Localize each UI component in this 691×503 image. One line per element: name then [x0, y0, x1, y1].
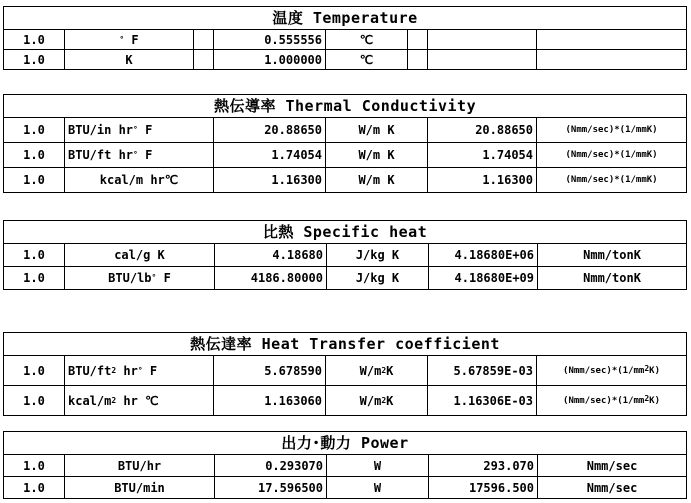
value-cell: 5.678590 — [214, 356, 326, 386]
si-unit-cell: W/m K — [326, 143, 428, 168]
unit-cell: K — [65, 50, 194, 70]
mm-unit-cell: (Nmm/sec)*(1/mmK) — [537, 118, 687, 143]
si-unit-cell: W — [327, 455, 429, 477]
factor-cell: 1.0 — [4, 168, 65, 193]
value-cell: 4.18680 — [215, 244, 327, 267]
unit-cell — [65, 118, 214, 143]
unit-cell — [65, 143, 214, 168]
table-row — [4, 118, 687, 143]
mm-value-cell: 4.18680E+06 — [429, 244, 538, 267]
factor-cell: 1.0 — [4, 267, 65, 290]
superscript: 2 — [644, 363, 650, 373]
thermal-conductivity-table — [3, 94, 687, 193]
si-unit-cell: W — [327, 477, 429, 499]
superscript: 2 — [381, 395, 387, 405]
mm-value-cell: 5.67859E-03 — [428, 356, 537, 386]
mm-value-cell: 1.16306E-03 — [428, 386, 537, 416]
unit-label: BTU/ft — [68, 363, 112, 378]
factor-cell: 1.0 — [4, 356, 65, 386]
empty-cell — [428, 50, 537, 70]
value-cell: 17.596500 — [215, 477, 327, 499]
mm-unit-cell: (Nmm/sec)*(1/mmK) — [537, 168, 687, 193]
table-row — [4, 168, 687, 193]
unit-cell — [65, 356, 214, 386]
unit-cell — [65, 267, 215, 290]
mm-unit-cell: Nmm/tonK — [538, 267, 687, 290]
degree-mark: ° — [133, 125, 138, 134]
mm-value-cell: 293.070 — [429, 455, 538, 477]
unit-label: hr — [116, 363, 138, 378]
unit-label: K — [386, 393, 394, 408]
unit-label: F — [131, 32, 139, 47]
temperature-table — [3, 6, 687, 70]
unit-label: W/m — [359, 393, 382, 408]
value-cell: 0.293070 — [215, 455, 327, 477]
target-unit-cell: ℃ — [326, 50, 408, 70]
spacer-cell — [408, 50, 428, 70]
power-title: 出力･動力 Power — [4, 432, 687, 455]
unit-label: K) — [649, 365, 660, 376]
target-unit-cell: ℃ — [326, 30, 408, 50]
unit-label: K — [386, 363, 394, 378]
mm-unit-cell: Nmm/sec — [538, 455, 687, 477]
unit-cell — [65, 386, 214, 416]
mm-value-cell: 4.18680E+09 — [429, 267, 538, 290]
table-row — [4, 386, 687, 416]
si-unit-cell — [326, 386, 428, 416]
unit-label: (Nmm/sec)*(1/mm — [563, 395, 645, 406]
specific-heat-table — [3, 220, 687, 290]
unit-cell — [65, 30, 194, 50]
table-row — [4, 356, 687, 386]
unit-label: F — [163, 271, 171, 285]
value-cell: 0.555556 — [214, 30, 326, 50]
value-cell: 1.74054 — [214, 143, 326, 168]
superscript: 2 — [111, 395, 117, 405]
value-cell: 1.000000 — [214, 50, 326, 70]
si-unit-cell: J/kg K — [327, 267, 429, 290]
table-row — [4, 30, 687, 50]
unit-cell: kcal/m hr℃ — [65, 168, 214, 193]
factor-cell: 1.0 — [4, 386, 65, 416]
degree-mark: ° — [119, 34, 125, 44]
unit-label: (Nmm/sec)*(1/mm — [563, 365, 645, 376]
unit-cell: BTU/min — [65, 477, 215, 499]
unit-label: BTU/ft hr — [68, 148, 134, 162]
si-unit-cell: W/m K — [326, 168, 428, 193]
table-row — [4, 50, 687, 70]
spacer-cell — [408, 30, 428, 50]
unit-label: W/m — [359, 363, 382, 378]
heat-transfer-table — [3, 332, 687, 416]
unit-label: K) — [649, 395, 660, 406]
heat-transfer-title: 熱伝達率 Heat Transfer coefficient — [4, 333, 687, 356]
mm-value-cell: 1.74054 — [428, 143, 537, 168]
factor-cell: 1.0 — [4, 118, 65, 143]
degree-mark: ° — [151, 273, 157, 282]
mm-value-cell: 17596.500 — [429, 477, 538, 499]
degree-mark: ° — [137, 365, 143, 375]
table-row — [4, 477, 687, 499]
unit-label: F — [142, 363, 158, 378]
mm-value-cell: 1.16300 — [428, 168, 537, 193]
value-cell: 20.88650 — [214, 118, 326, 143]
mm-value-cell: 20.88650 — [428, 118, 537, 143]
unit-label: F — [145, 148, 153, 162]
empty-cell — [428, 30, 537, 50]
si-unit-cell — [326, 356, 428, 386]
mm-unit-cell: Nmm/sec — [538, 477, 687, 499]
unit-label: kcal/m — [68, 393, 112, 408]
table-row — [4, 143, 687, 168]
degree-mark: ° — [133, 150, 138, 159]
mm-unit-cell: Nmm/tonK — [538, 244, 687, 267]
table-row — [4, 267, 687, 290]
unit-label: F — [145, 123, 153, 137]
si-unit-cell: W/m K — [326, 118, 428, 143]
thermal-conductivity-title: 熱伝導率 Thermal Conductivity — [4, 95, 687, 118]
mm-unit-cell — [537, 356, 687, 386]
table-row — [4, 455, 687, 477]
value-cell: 1.16300 — [214, 168, 326, 193]
unit-cell: cal/g K — [65, 244, 215, 267]
factor-cell: 1.0 — [4, 455, 65, 477]
factor-cell: 1.0 — [4, 143, 65, 168]
unit-label: BTU/lb — [108, 271, 152, 285]
empty-cell — [537, 30, 687, 50]
factor-cell: 1.0 — [4, 244, 65, 267]
table-row — [4, 244, 687, 267]
unit-label: hr ℃ — [116, 393, 159, 408]
power-table — [3, 431, 687, 499]
factor-cell: 1.0 — [4, 30, 65, 50]
spacer-cell — [194, 50, 214, 70]
unit-label: BTU/in hr — [68, 123, 134, 137]
factor-cell: 1.0 — [4, 477, 65, 499]
empty-cell — [537, 50, 687, 70]
unit-cell: BTU/hr — [65, 455, 215, 477]
mm-unit-cell — [537, 386, 687, 416]
superscript: 2 — [111, 365, 117, 375]
temperature-title: 温度 Temperature — [4, 7, 687, 30]
specific-heat-title: 比熱 Specific heat — [4, 221, 687, 244]
si-unit-cell: J/kg K — [327, 244, 429, 267]
value-cell: 4186.80000 — [215, 267, 327, 290]
superscript: 2 — [644, 393, 650, 403]
mm-unit-cell: (Nmm/sec)*(1/mmK) — [537, 143, 687, 168]
value-cell: 1.163060 — [214, 386, 326, 416]
factor-cell: 1.0 — [4, 50, 65, 70]
superscript: 2 — [381, 365, 387, 375]
spacer-cell — [194, 30, 214, 50]
